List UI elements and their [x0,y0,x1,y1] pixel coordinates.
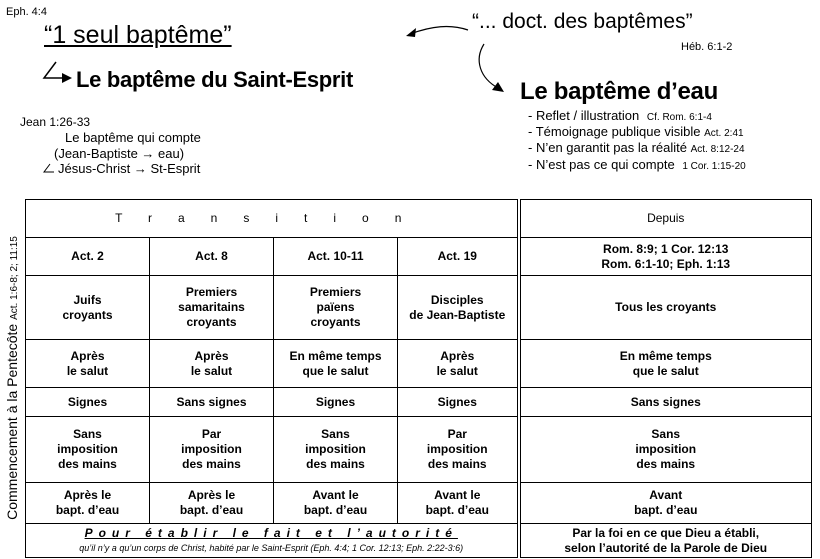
water-point-ref: Act. 2:41 [704,128,744,139]
table-cell: Sans imposition des mains [274,417,398,483]
table-cell: Premiers païens croyants [274,276,398,340]
arrow-small-hook [44,164,54,172]
table-cell: Signes [26,388,150,417]
table-cell: Act. 10-11 [274,238,398,276]
table-cell: Sans imposition des mains [519,417,812,483]
table-cell: Après le salut [398,340,519,388]
water-point-text: - N’en garantit pas la réalité [528,140,687,155]
table-cell: Signes [274,388,398,417]
table-row [26,417,812,483]
water-point-ref: 1 Cor. 1:15-20 [682,161,746,172]
footer-right-text: Par la foi en ce que Dieu a établi, selon l’autorité de la Parole de Dieu [519,524,812,558]
spirit-line-2: (Jean-Baptiste → eau) [54,146,185,161]
spirit-line-3: Jésus-Christ → St-Esprit [58,161,201,176]
water-point-text: - N’est pas ce qui compte [528,157,675,172]
table-cell: Signes [398,388,519,417]
table-title-row [26,200,812,238]
water-baptism-title: Le baptême d’eau [520,78,718,105]
table-cell: Sans imposition des mains [26,417,150,483]
table-cell: Disciples de Jean-Baptiste [398,276,519,340]
table-footer-row [26,524,812,558]
comparison-table [25,199,812,558]
table-cell: Après le salut [26,340,150,388]
one-baptism-quote: “1 seul baptême” [44,21,232,49]
arrow-doctrine-to-water [479,44,498,88]
table-cell: Premiers samaritains croyants [150,276,274,340]
john-reference: Jean 1:26-33 [20,115,91,129]
water-point [528,108,712,123]
table-cell: Sans signes [519,388,812,417]
eph-reference: Eph. 4:4 [6,6,47,18]
table-cell: Par imposition des mains [398,417,519,483]
water-point [528,157,746,172]
table-cell: Par imposition des mains [150,417,274,483]
vertical-label-text: Commencement à la Pentecôte [4,323,20,520]
footer-sub-text: qu’il n’y a qu’un corps de Christ, habité par le Saint-Esprit (Eph. 4:4; 1 Cor. 12:13; Eph. 2:22-3:6) [79,542,464,553]
water-point-text: - Témoignage publique visible [528,124,701,139]
table-row [26,388,812,417]
table-cell: Après le salut [150,340,274,388]
water-point-text: - Reflet / illustration [528,108,640,123]
table-row [26,276,812,340]
table-cell: Juifs croyants [26,276,150,340]
vertical-label [4,199,24,557]
table-cell: Act. 19 [398,238,519,276]
table-cell: Tous les croyants [519,276,812,340]
depuis-title: Depuis [519,200,812,238]
footer-main-text: Pour établir le fait et l’autorité [84,525,458,540]
table-cell: Avant bapt. d’eau [519,483,812,524]
doctrine-quote: “... doct. des baptêmes” [472,10,693,33]
table-cell: Act. 2 [26,238,150,276]
arrow-head-down-right [492,82,504,92]
table-cell: Avant le bapt. d’eau [274,483,398,524]
table-cell: Après le bapt. d’eau [26,483,150,524]
footer-cell [26,524,519,558]
vertical-label-ref: Act. 1:6-8; 2; 11:15 [9,236,20,320]
transition-title: Transition [26,200,519,238]
water-point [528,124,744,139]
water-point [528,140,745,155]
spirit-baptism-title: Le baptême du Saint-Esprit [76,67,354,92]
spirit-line-1: Le baptême qui compte [65,130,201,145]
table-cell: Après le bapt. d’eau [150,483,274,524]
table-cell: En même temps que le salut [519,340,812,388]
water-point-ref: Cf. Rom. 6:1-4 [646,112,712,123]
hebrews-reference: Héb. 6:1-2 [681,41,733,53]
water-point-ref: Act. 8:12-24 [690,144,745,155]
table-row [26,483,812,524]
table-cell: Act. 8 [150,238,274,276]
table-cell: Rom. 8:9; 1 Cor. 12:13 Rom. 6:1-10; Eph. 1:13 [519,238,812,276]
table-cell: Avant le bapt. d’eau [398,483,519,524]
arrow-head-left [406,28,416,37]
table-row [26,340,812,388]
table-cell: En même temps que le salut [274,340,398,388]
table-cell: Sans signes [150,388,274,417]
arrow-head-right [62,73,72,83]
arrow-doctrine-to-one-baptism [410,27,468,34]
table-row [26,238,812,276]
